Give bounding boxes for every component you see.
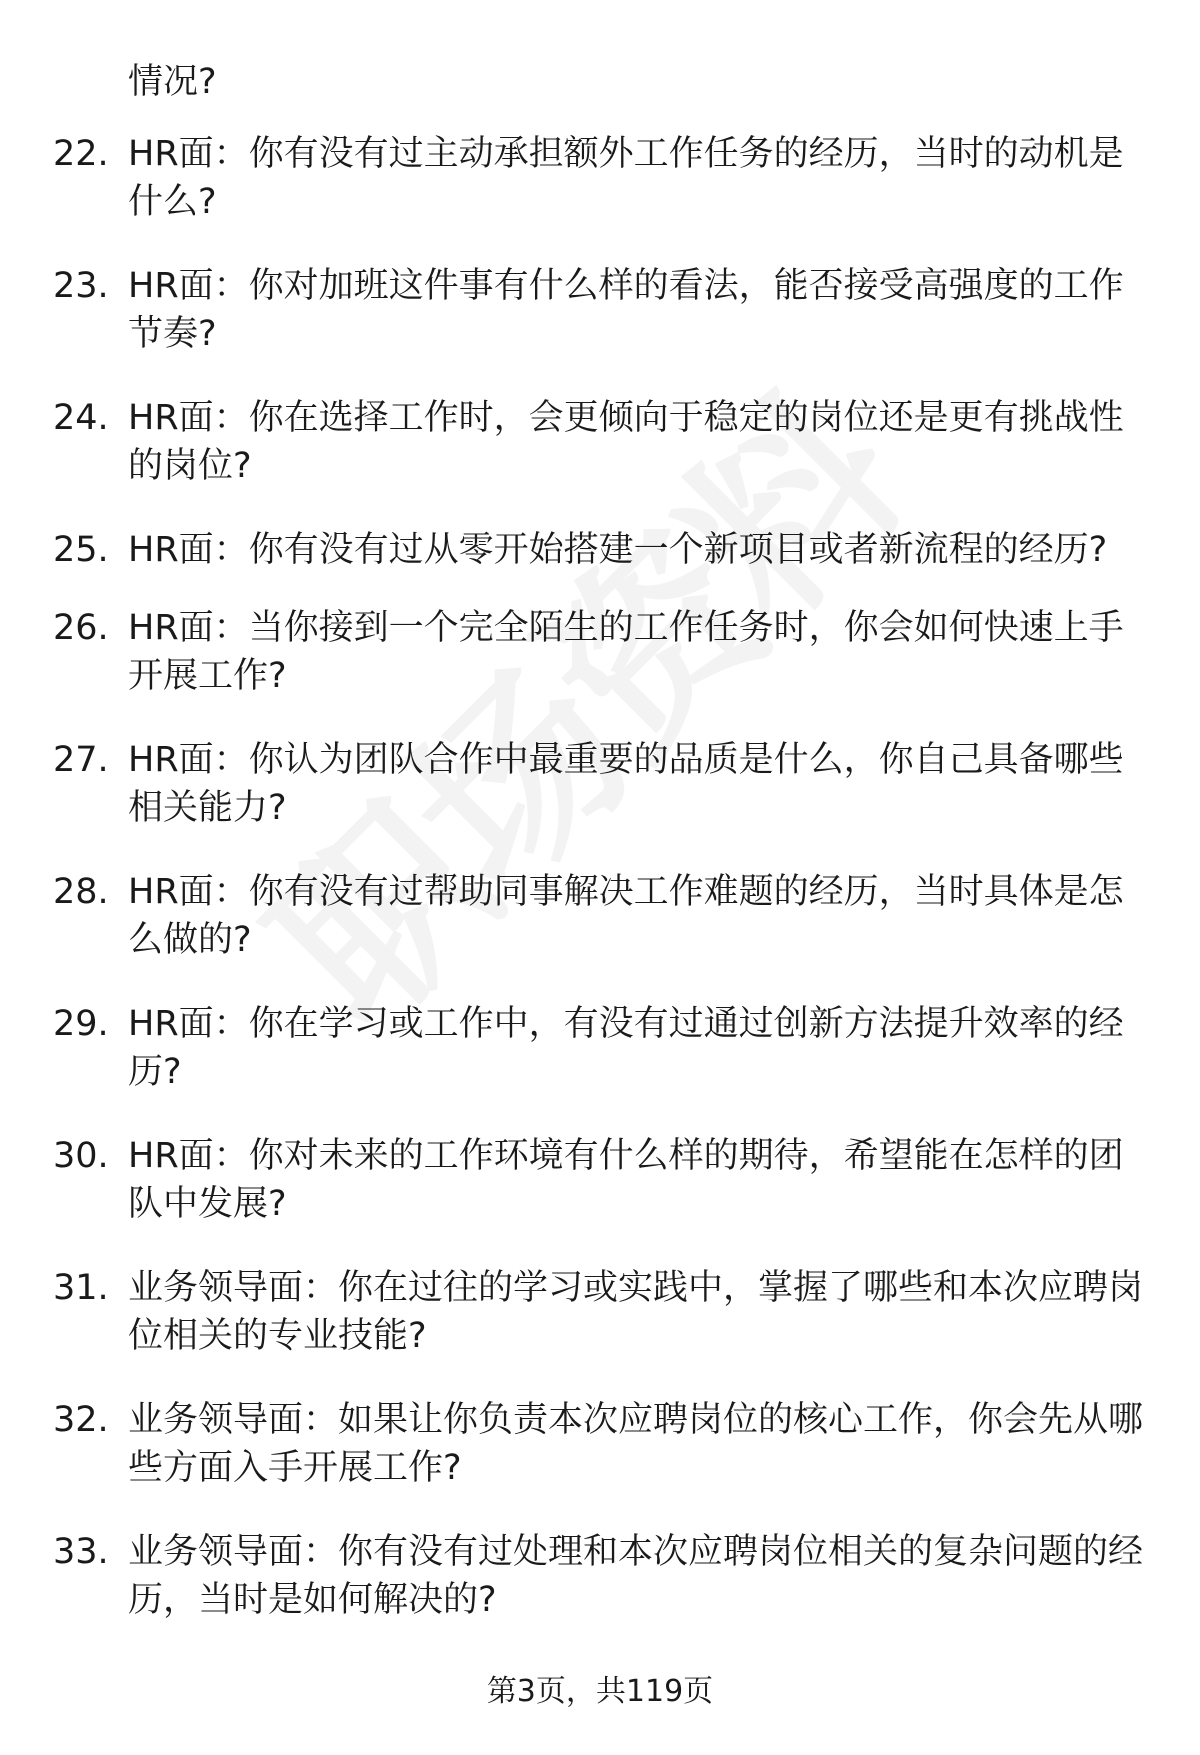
question-number: 30. xyxy=(53,1136,109,1176)
question-text: 业务领导面：你在过往的学习或实践中，掌握了哪些和本次应聘岗位相关的专业技能? xyxy=(128,1268,1144,1356)
question-text: HR面：你有没有过帮助同事解决工作难题的经历，当时具体是怎么做的? xyxy=(128,872,1124,960)
list-item xyxy=(0,1132,1200,1264)
question-number: 33. xyxy=(53,1532,109,1572)
question-number: 31. xyxy=(53,1268,109,1308)
list-item xyxy=(0,1528,1200,1660)
question-text: HR面：你在选择工作时，会更倾向于稳定的岗位还是更有挑战性的岗位? xyxy=(128,398,1124,486)
list-item xyxy=(0,262,1200,394)
question-text: 业务领导面：你有没有过处理和本次应聘岗位相关的复杂问题的经历，当时是如何解决的? xyxy=(128,1532,1144,1620)
list-item xyxy=(0,526,1200,604)
question-number: 29. xyxy=(53,1004,109,1044)
question-number: 23. xyxy=(53,266,109,306)
question-number: 22. xyxy=(53,134,109,174)
list-item xyxy=(0,1000,1200,1132)
list-item xyxy=(0,394,1200,526)
question-text: HR面：你对加班这件事有什么样的看法，能否接受高强度的工作节奏? xyxy=(128,266,1124,354)
question-list xyxy=(0,130,1200,1660)
question-number: 25. xyxy=(53,530,109,570)
question-text: HR面：你对未来的工作环境有什么样的期待，希望能在怎样的团队中发展? xyxy=(128,1136,1124,1224)
continuation-text: 情况? xyxy=(128,62,217,102)
question-number: 24. xyxy=(53,398,109,438)
question-number: 28. xyxy=(53,872,109,912)
question-text: HR面：当你接到一个完全陌生的工作任务时，你会如何快速上手开展工作? xyxy=(128,608,1124,696)
question-text: HR面：你认为团队合作中最重要的品质是什么，你自己具备哪些相关能力? xyxy=(128,740,1124,828)
question-number: 27. xyxy=(53,740,109,780)
question-text: HR面：你在学习或工作中，有没有过通过创新方法提升效率的经历? xyxy=(128,1004,1124,1092)
question-number: 32. xyxy=(53,1400,109,1440)
list-item xyxy=(0,1396,1200,1528)
list-item xyxy=(0,130,1200,262)
list-item xyxy=(0,604,1200,736)
list-item xyxy=(0,868,1200,1000)
question-text: HR面：你有没有过从零开始搭建一个新项目或者新流程的经历? xyxy=(128,530,1108,570)
question-text: 业务领导面：如果让你负责本次应聘岗位的核心工作，你会先从哪些方面入手开展工作? xyxy=(128,1400,1144,1488)
list-item xyxy=(0,1264,1200,1396)
question-number: 26. xyxy=(53,608,109,648)
list-item xyxy=(0,736,1200,868)
page-footer: 第3页，共119页 xyxy=(486,1674,714,1709)
question-text: HR面：你有没有过主动承担额外工作任务的经历，当时的动机是什么? xyxy=(128,134,1124,222)
